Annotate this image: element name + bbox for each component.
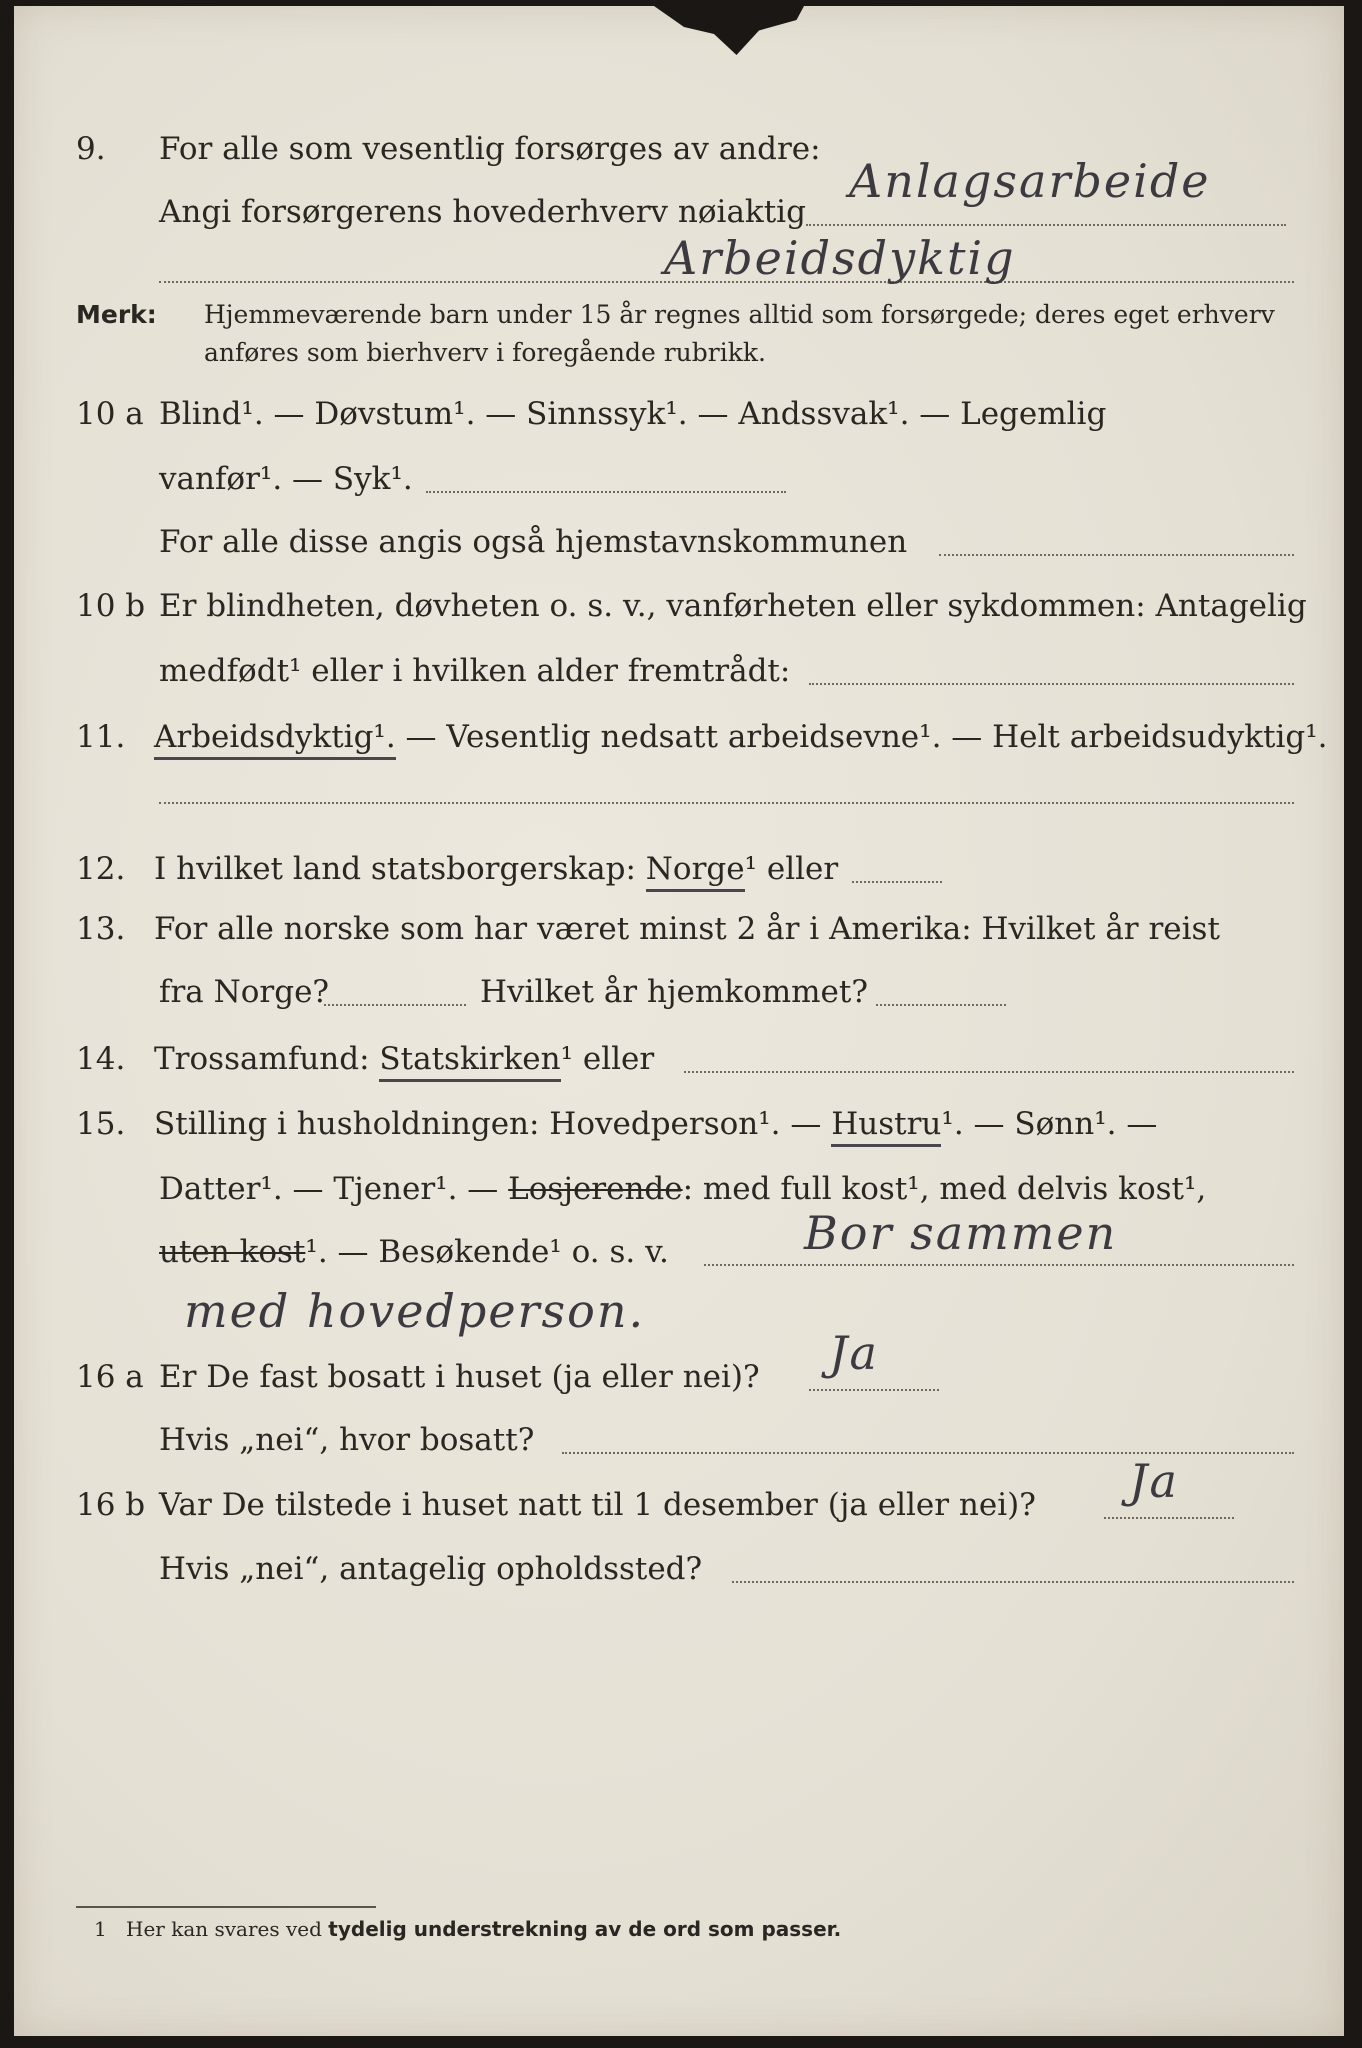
question-text: fra Norge?	[159, 974, 330, 1010]
footnote-rule	[76, 1906, 376, 1908]
question-text: Er De fast bosatt i huset (ja eller nei)?	[159, 1359, 760, 1395]
question-16b-line-2	[14, 1541, 1344, 1597]
footnote-mark: 1	[94, 1917, 107, 1941]
footnote-bold-text: tydelig understrekning av de ord som passer.	[328, 1917, 842, 1941]
question-number: 15.	[76, 1106, 126, 1142]
question-text: Angi forsørgerens hovederhverv nøiaktig	[159, 194, 806, 230]
question-number: 10 a	[76, 396, 144, 432]
question-text: Blind¹. — Døvstum¹. — Sinnssyk¹. — Andssvak¹. — Legemlig	[159, 396, 1107, 432]
underlined-option: Hustru	[831, 1106, 941, 1147]
handwritten-answer: Anlagsarbeide	[849, 154, 1211, 208]
answer-line	[732, 1581, 1294, 1583]
question-number: 16 b	[76, 1487, 146, 1523]
question-11-line-1	[14, 709, 1344, 765]
question-text-pre: Trossamfund:	[154, 1041, 380, 1077]
question-text	[154, 709, 1328, 765]
question-text: Er blindheten, døvheten o. s. v., vanførheten eller sykdommen: Antagelig	[159, 588, 1307, 624]
census-form-page	[14, 6, 1344, 2036]
question-text	[154, 1031, 654, 1087]
question-13-line-2	[14, 964, 1344, 1020]
answer-line	[876, 1004, 1006, 1006]
answer-line	[324, 1004, 466, 1006]
question-text	[154, 1096, 1157, 1152]
struck-option: uten kost	[159, 1234, 306, 1270]
question-15-line-3	[14, 1224, 1344, 1280]
question-text: For alle disse angis også hjemstavnskommunen	[159, 524, 908, 560]
question-number: 11.	[76, 719, 126, 755]
question-15-line-1	[14, 1096, 1344, 1152]
question-text-pre: I hvilket land statsborgerskap:	[154, 851, 646, 887]
answer-line	[939, 554, 1294, 556]
question-text-post: : med full kost¹, med delvis kost¹,	[682, 1171, 1207, 1207]
answer-line	[852, 881, 942, 883]
question-13-line-1	[14, 901, 1344, 957]
answer-line	[809, 1389, 939, 1391]
struck-option: Losjerende	[508, 1171, 683, 1207]
question-text	[159, 1224, 669, 1280]
question-number: 14.	[76, 1041, 126, 1077]
question-text-post: ¹ eller	[744, 851, 839, 887]
question-text: Hvis „nei“, hvor bosatt?	[159, 1422, 535, 1458]
underlined-option: Arbeidsdyktig¹.	[154, 719, 396, 760]
question-text: Hvis „nei“, antagelig opholdssted?	[159, 1551, 703, 1587]
torn-edge	[654, 6, 804, 76]
question-12	[14, 841, 1344, 897]
note-text: Hjemmeværende barn under 15 år regnes alltid som forsørgede; deres eget erhverv	[204, 300, 1275, 329]
answer-line	[684, 1071, 1294, 1073]
handwritten-answer: Arbeidsdyktig	[664, 231, 1016, 285]
question-text: For alle som vesentlig forsørges av andre:	[159, 131, 821, 167]
footnote-text: Her kan svares ved	[126, 1917, 329, 1941]
question-text-post: ¹ eller	[560, 1041, 655, 1077]
answer-line	[806, 224, 1286, 226]
question-number: 16 a	[76, 1359, 144, 1395]
underlined-option: Statskirken	[379, 1041, 560, 1082]
answer-line	[1104, 1517, 1234, 1519]
answer-line	[704, 1264, 1294, 1266]
answer-line	[562, 1452, 1294, 1454]
footnote	[94, 1914, 842, 1944]
note-label: Merk:	[76, 300, 157, 329]
answer-line	[159, 802, 1294, 804]
question-text: vanfør¹. — Syk¹.	[159, 461, 413, 497]
question-text: medfødt¹ eller i hvilken alder fremtrådt:	[159, 653, 791, 689]
question-text-rest: — Vesentlig nedsatt arbeidsevne¹. — Helt arbeidsudyktig¹.	[395, 719, 1328, 755]
underlined-option: Norge	[646, 851, 745, 892]
question-10a-line-3	[14, 514, 1344, 570]
answer-line	[809, 683, 1294, 685]
question-number: 12.	[76, 851, 126, 887]
question-15-line-2	[14, 1161, 1344, 1217]
question-10a-line-2	[14, 451, 1344, 507]
question-text	[154, 841, 838, 897]
question-10b-line-2	[14, 643, 1344, 699]
question-14	[14, 1031, 1344, 1087]
question-text: For alle norske som har været minst 2 år i Amerika: Hvilket år reist	[154, 911, 1220, 947]
note-text: anføres som bierhverv i foregående rubrikk.	[204, 338, 766, 367]
question-10a-line-1	[14, 386, 1344, 442]
question-text-post: ¹. — Sønn¹. —	[941, 1106, 1158, 1142]
handwritten-answer: Bor sammen	[804, 1206, 1118, 1260]
question-text: Var De tilstede i huset natt til 1 desember (ja eller nei)?	[159, 1487, 1036, 1523]
handwritten-answer: med hovedperson.	[184, 1284, 646, 1338]
question-number: 9.	[76, 131, 106, 167]
answer-line	[426, 491, 786, 493]
handwritten-answer: Ja	[1129, 1454, 1179, 1508]
question-number: 13.	[76, 911, 126, 947]
handwritten-answer: Ja	[829, 1326, 879, 1380]
question-16a-line-1	[14, 1349, 1344, 1405]
question-text-post: ¹. — Besøkende¹ o. s. v.	[305, 1234, 669, 1270]
question-10b-line-1	[14, 578, 1344, 634]
question-text: Hvilket år hjemkommet?	[480, 974, 868, 1010]
question-text-pre: Datter¹. — Tjener¹. —	[159, 1171, 509, 1207]
question-number: 10 b	[76, 588, 146, 624]
question-text-pre: Stilling i husholdningen: Hovedperson¹. —	[154, 1106, 832, 1142]
